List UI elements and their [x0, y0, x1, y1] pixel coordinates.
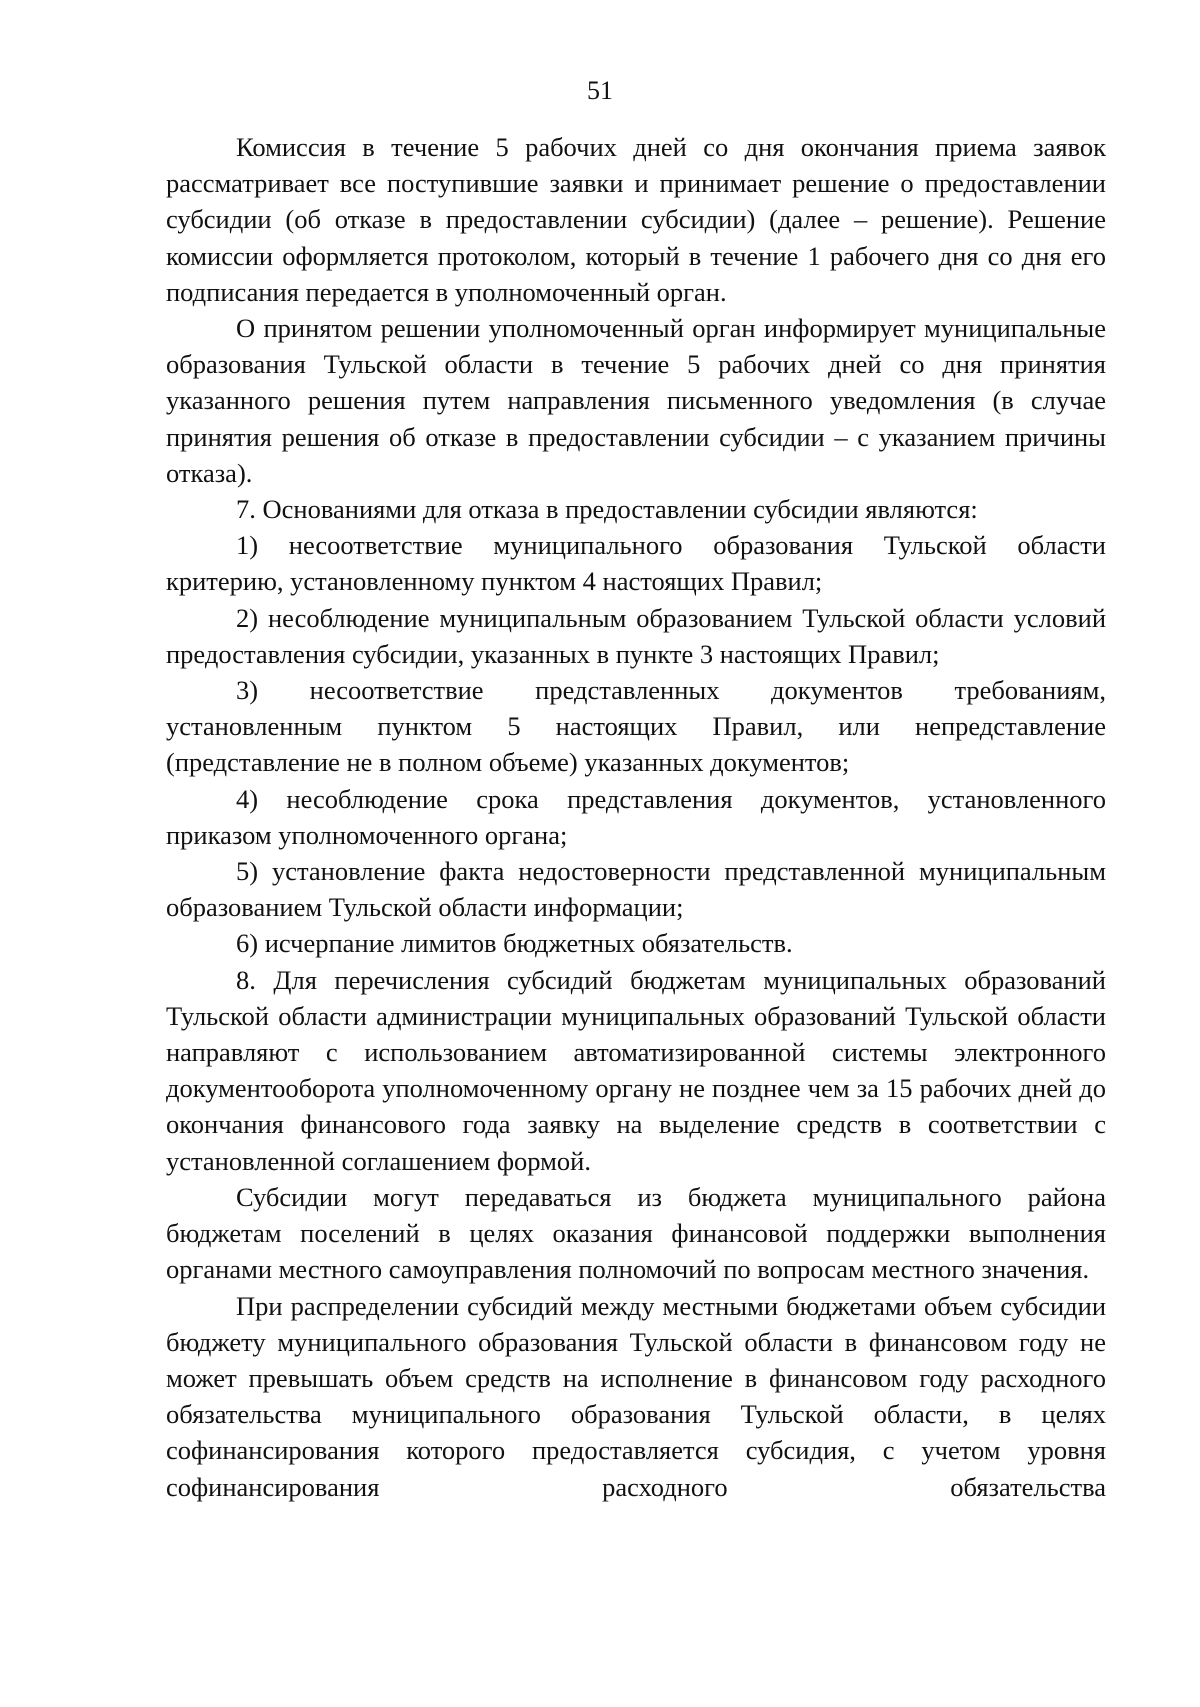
paragraph-refusal-ground-3: 3) несоответствие представленных документов требованиям, установленным пунктом 5 настоящих Правил, или непредставление (представление не в полном объеме) указанных документов; — [166, 675, 1106, 778]
paragraph-refusal-ground-1: 1) несоответствие муниципального образования Тульской области критерию, установленному пунктом 4 настоящих Правил; — [166, 530, 1106, 597]
page-number: 51 — [587, 76, 613, 105]
paragraph-commission-decision: Комиссия в течение 5 рабочих дней со дня окончания приема заявок рассматривает все поступившие заявки и принимает решение о предоставлении субсидии (об отказе в предоставлении субсидии) (далее – решение). Решение комиссии оформляется протоколом, который в течение 1 рабочего дня со дня его подписания передается в уполномоченный орган. — [166, 132, 1106, 307]
paragraph-distribution-limits: При распределении субсидий между местными бюджетами объем субсидии бюджету муниципального образования Тульской области в финансовом году не может превышать объем средств на исполнение в финансовом году расходного обязательства муниципального образования Тульской области, в целях софинансирования которого предоставляется субсидия, с учетом уровня софинансирования расходного обязательства — [166, 1290, 1106, 1502]
paragraph-refusal-ground-6: 6) исчерпание лимитов бюджетных обязательств. — [236, 928, 793, 959]
paragraph-transfer-procedure: 8. Для перечисления субсидий бюджетам муниципальных образований Тульской области администрации муниципальных образований Тульской области направляют с использованием автоматизированной системы электронного документооборота уполномоченному органу не позднее чем за 15 рабочих дней до окончания финансового года заявку на выделение средств в соответствии с установленной соглашением формой. — [166, 964, 1106, 1176]
paragraph-refusal-ground-4: 4) несоблюдение срока представления документов, установленного приказом уполномоченного органа; — [166, 783, 1106, 850]
paragraph-refusal-ground-5: 5) установление факта недостоверности представленной муниципальным образованием Тульской области информации; — [166, 856, 1106, 923]
paragraph-settlement-transfers: Субсидии могут передаваться из бюджета муниципального района бюджетам поселений в целях оказания финансовой поддержки выполнения органами местного самоуправления полномочий по вопросам местного значения. — [166, 1181, 1106, 1285]
paragraph-refusal-ground-2: 2) несоблюдение муниципальным образованием Тульской области условий предоставления субсидии, указанных в пункте 3 настоящих Правил; — [166, 602, 1106, 669]
paragraph-notification: О принятом решении уполномоченный орган информирует муниципальные образования Тульской области в течение 5 рабочих дней со дня принятия указанного решения путем направления письменного уведомления (в случае принятия решения об отказе в предоставлении субсидии – с указанием причины отказа). — [166, 313, 1106, 488]
paragraph-refusal-grounds-heading: 7. Основаниями для отказа в предоставлении субсидии являются: — [236, 494, 978, 525]
document-body — [166, 129, 1106, 1505]
